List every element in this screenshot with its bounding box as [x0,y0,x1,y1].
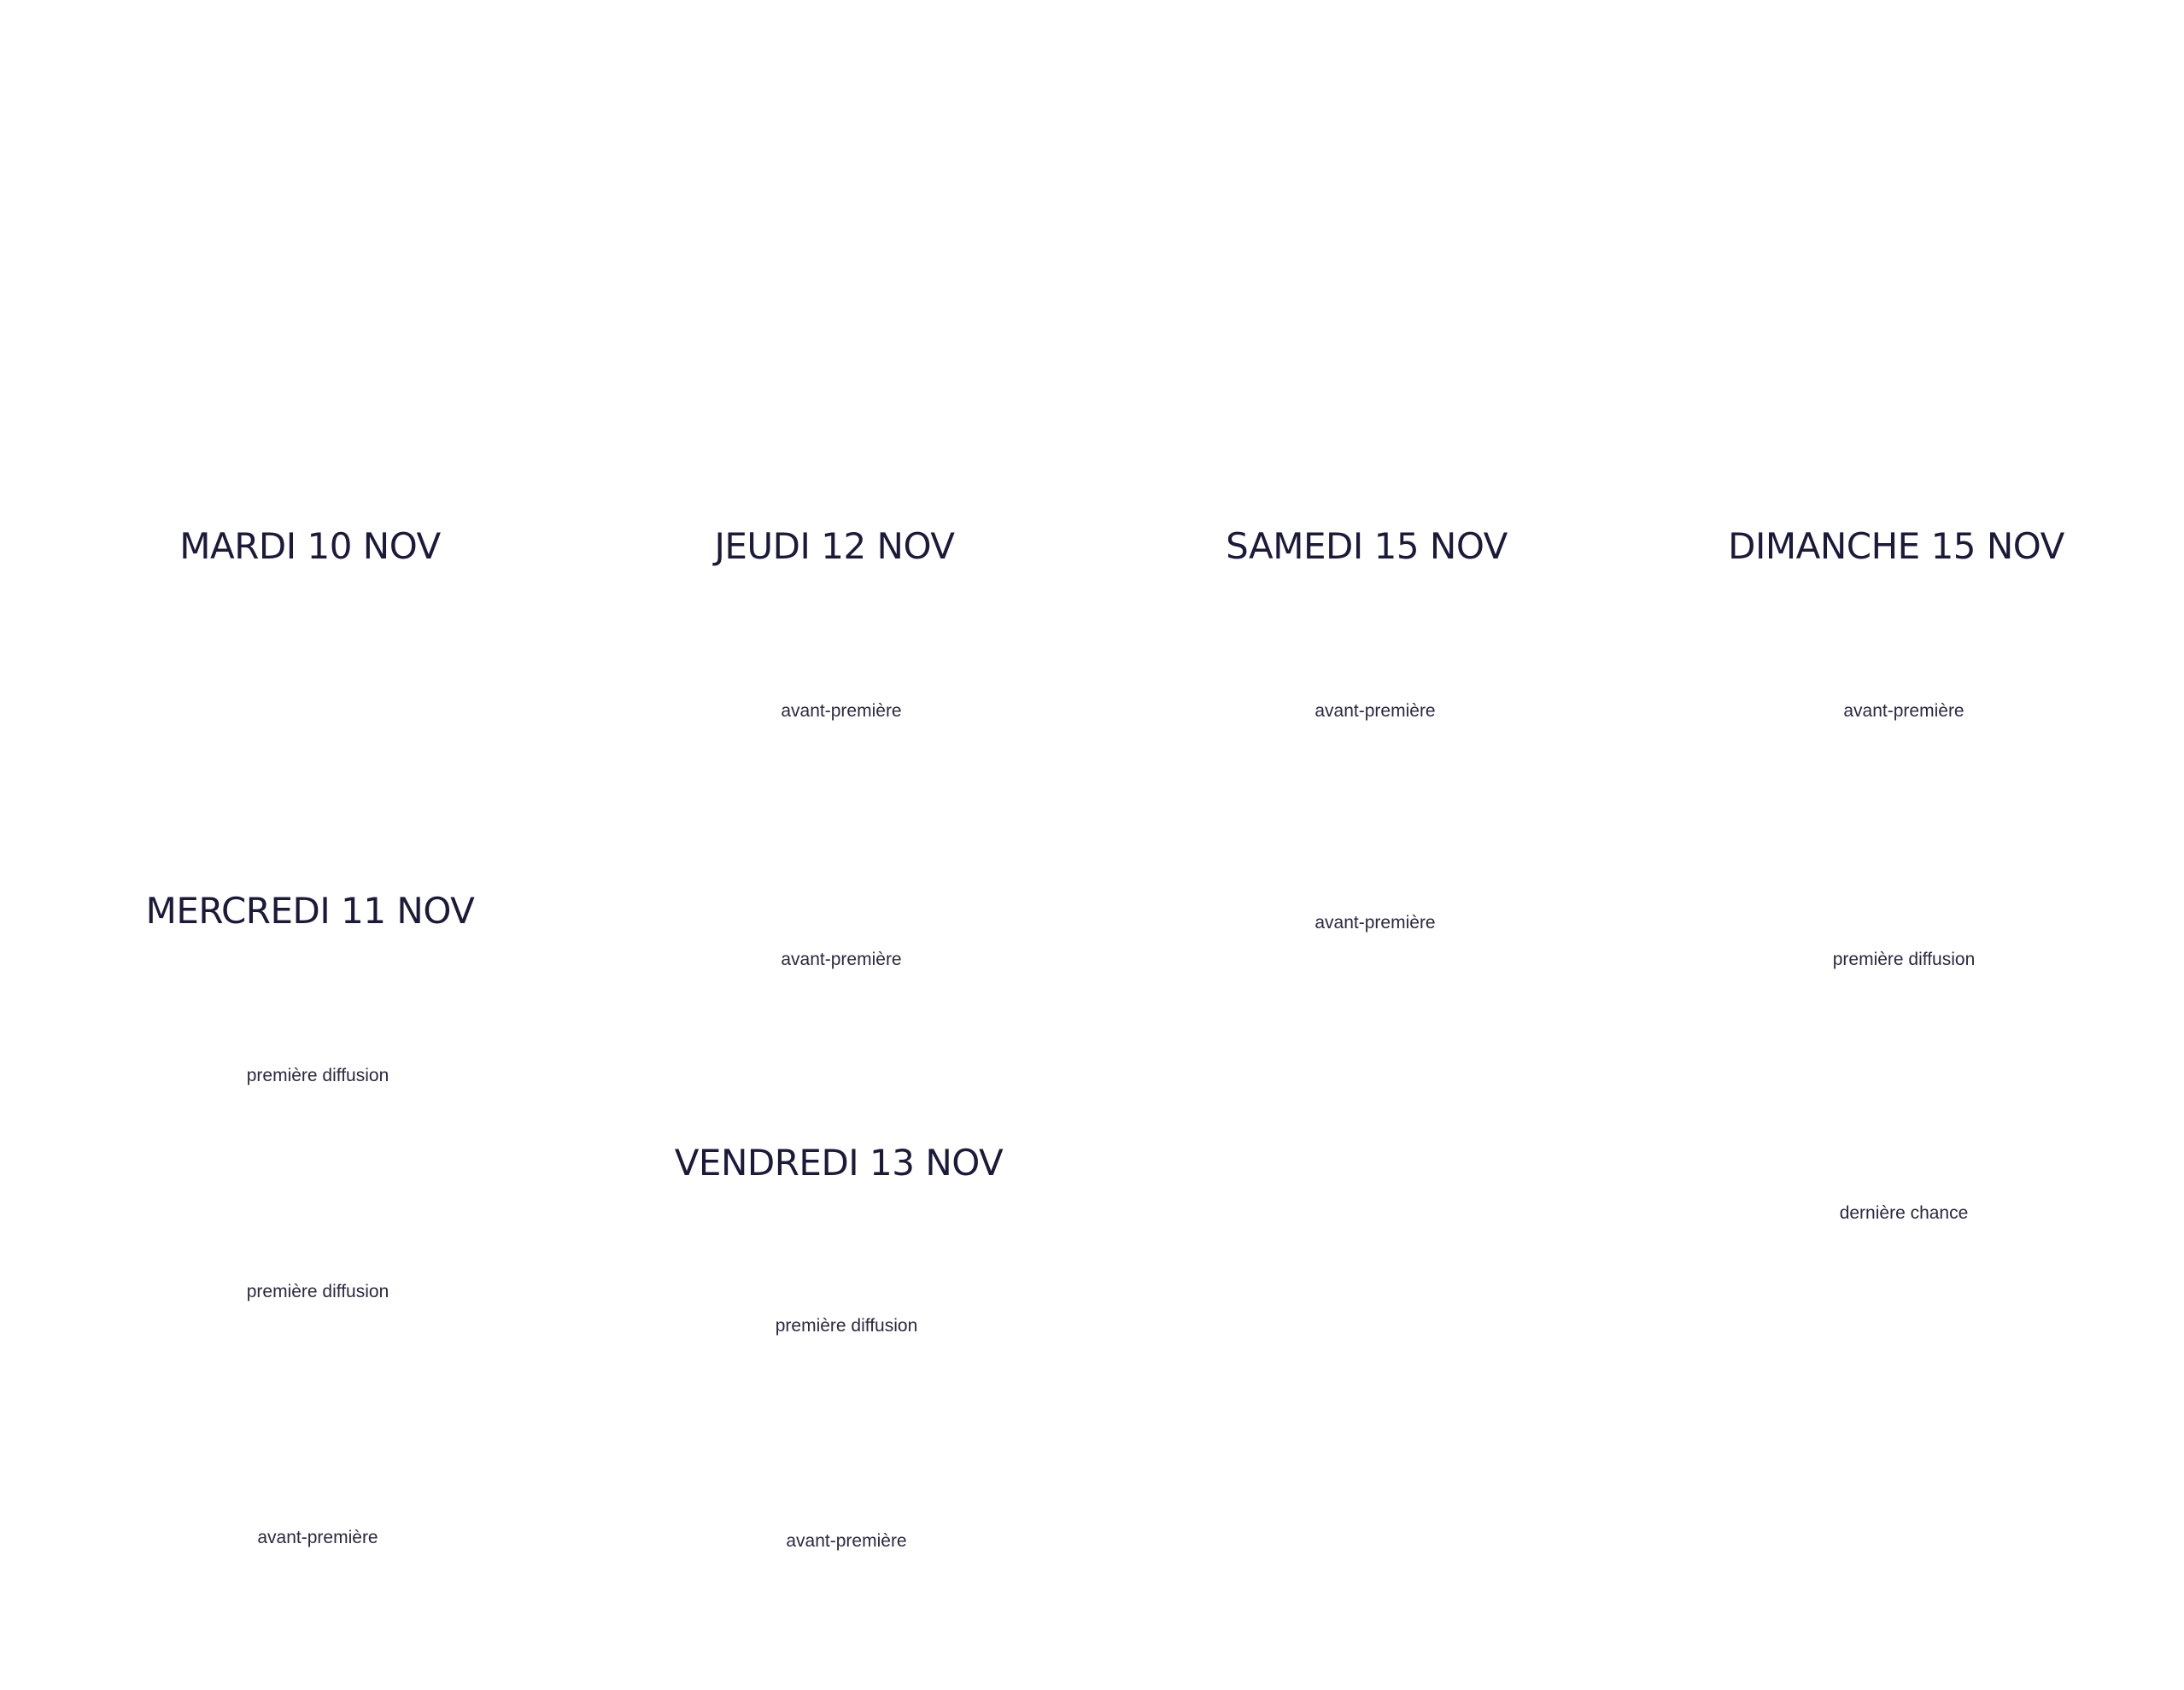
tag-avant-premiere: avant-première [781,950,902,969]
day-title-vendredi: VENDREDI 13 NOV [674,1142,1004,1184]
tag-derniere-chance: dernière chance [1839,1203,1969,1223]
tag-avant-premiere: avant-première [257,1528,378,1547]
day-title-jeudi: JEUDI 12 NOV [714,525,955,567]
day-title-mercredi: MERCREDI 11 NOV [145,890,475,932]
tag-avant-premiere: avant-première [1843,701,1964,721]
tag-premiere-diffusion: première diffusion [775,1316,918,1336]
tag-premiere-diffusion: première diffusion [246,1066,389,1085]
tag-avant-premiere: avant-première [1314,913,1436,933]
tag-premiere-diffusion: première diffusion [246,1282,389,1301]
tag-avant-premiere: avant-première [781,701,902,721]
tag-avant-premiere: avant-première [786,1531,907,1551]
day-title-dimanche: DIMANCHE 15 NOV [1728,525,2064,567]
day-title-mardi: MARDI 10 NOV [179,525,441,567]
tag-premiere-diffusion: première diffusion [1832,950,1976,969]
day-title-samedi: SAMEDI 15 NOV [1226,525,1508,567]
tag-avant-premiere: avant-première [1314,701,1436,721]
